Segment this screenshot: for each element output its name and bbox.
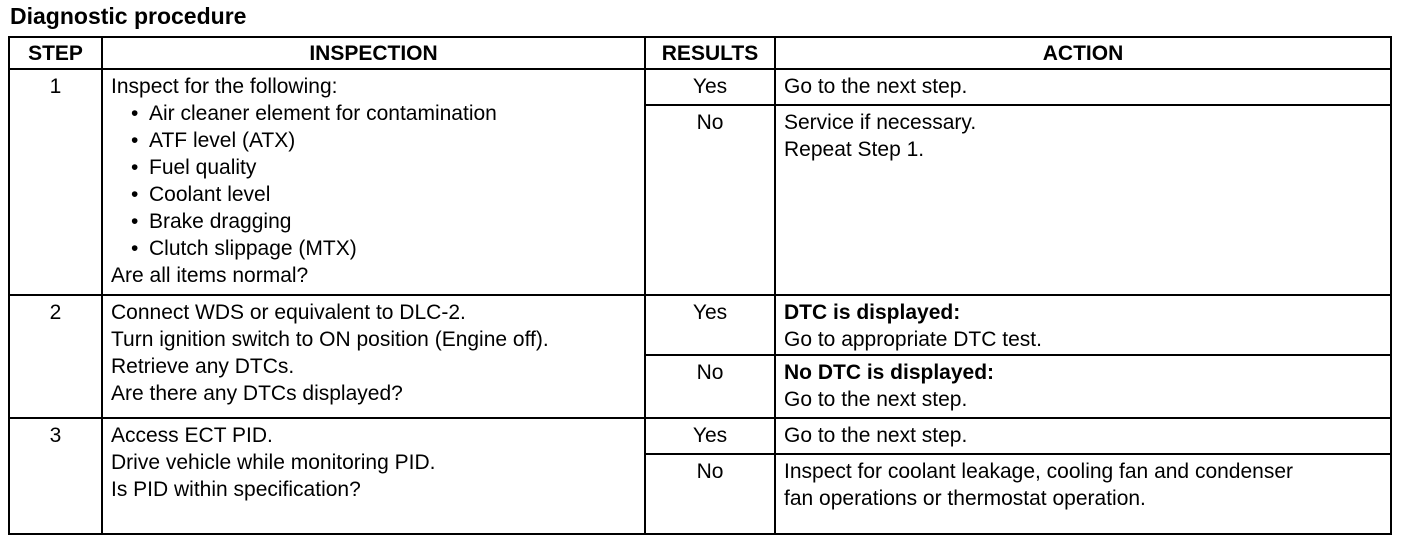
action-cell <box>775 295 1391 355</box>
result-yes: Yes <box>645 295 775 355</box>
inspection-text: Access ECT PID. <box>111 423 273 447</box>
inspection-cell <box>102 69 645 295</box>
list-item: • Fuel quality <box>131 154 644 181</box>
table-row <box>9 295 1391 355</box>
inspection-text: Retrieve any DTCs. <box>111 355 295 379</box>
header-results: RESULTS <box>645 37 775 69</box>
action-heading: DTC is displayed: <box>784 301 961 325</box>
inspection-text: Drive vehicle while monitoring PID. <box>111 450 436 474</box>
inspection-cell <box>102 295 645 417</box>
table-header-row <box>9 37 1391 69</box>
list-item: • Clutch slippage (MTX) <box>131 235 644 262</box>
header-step: STEP <box>9 37 102 69</box>
action-text: Service if necessary. <box>784 111 977 135</box>
list-item: • Air cleaner element for contamination <box>131 100 644 127</box>
page-title: Diagnostic procedure <box>10 3 247 29</box>
action-cell <box>775 454 1391 534</box>
action-cell <box>775 355 1391 417</box>
list-item: • Brake dragging <box>131 208 644 235</box>
inspection-text: Are there any DTCs displayed? <box>111 382 403 406</box>
action-text: Go to the next step. <box>784 75 968 99</box>
list-item: • Coolant level <box>131 181 644 208</box>
action-text: Go to the next step. <box>784 423 968 447</box>
header-action: ACTION <box>775 37 1391 69</box>
inspection-list <box>111 100 644 262</box>
inspection-text: Is PID within specification? <box>111 477 361 501</box>
inspection-text: Inspect for the following: <box>111 75 338 99</box>
inspection-text: Turn ignition switch to ON position (Engine off). <box>111 328 549 352</box>
step-number: 1 <box>9 69 102 295</box>
list-item: • ATF level (ATX) <box>131 127 644 154</box>
action-heading: No DTC is displayed: <box>784 361 995 385</box>
action-text: Go to the next step. <box>784 388 968 412</box>
inspection-question: Are all items normal? <box>111 264 309 288</box>
action-cell <box>775 105 1391 295</box>
action-cell <box>775 69 1391 105</box>
result-no: No <box>645 355 775 417</box>
diagnostic-table <box>8 36 1392 535</box>
result-no: No <box>645 105 775 295</box>
step-number: 3 <box>9 418 102 535</box>
action-text: Repeat Step 1. <box>784 138 925 162</box>
header-inspection: INSPECTION <box>102 37 645 69</box>
inspection-cell <box>102 418 645 535</box>
action-text: Go to appropriate DTC test. <box>784 328 1042 352</box>
table-row <box>9 69 1391 105</box>
result-no: No <box>645 454 775 534</box>
action-text: Inspect for coolant leakage, cooling fan and condenser <box>784 459 1294 483</box>
inspection-text: Connect WDS or equivalent to DLC-2. <box>111 301 466 325</box>
result-yes: Yes <box>645 69 775 105</box>
action-cell <box>775 418 1391 454</box>
table-row <box>9 418 1391 454</box>
result-yes: Yes <box>645 418 775 454</box>
step-number: 2 <box>9 295 102 417</box>
action-text: fan operations or thermostat operation. <box>784 486 1146 510</box>
